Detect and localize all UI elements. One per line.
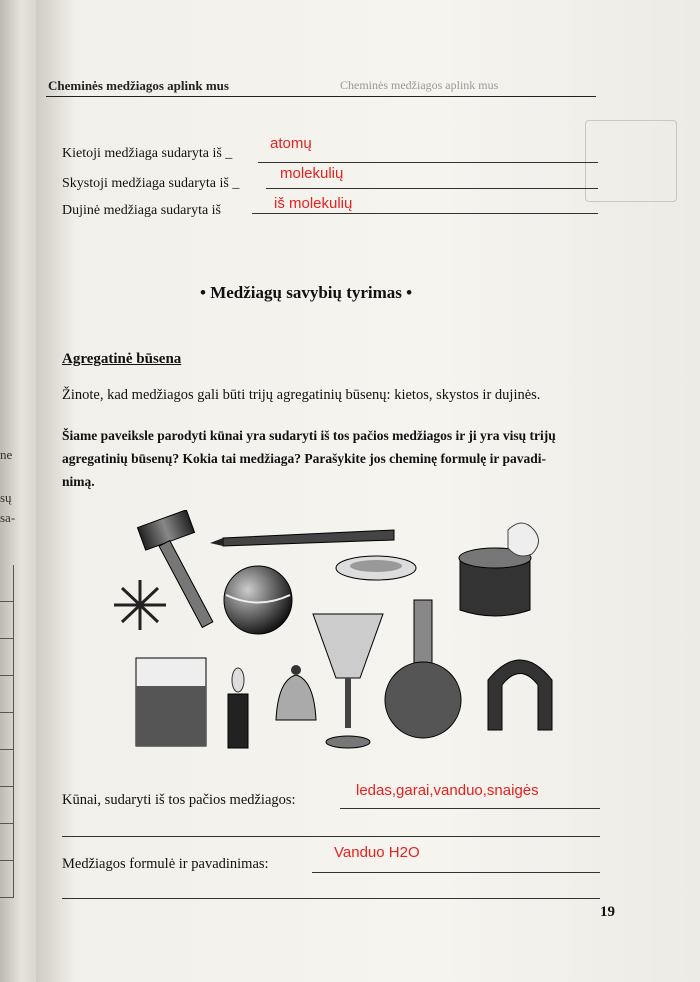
answer-formula: Vanduo H2O — [334, 844, 420, 861]
answer-line — [62, 836, 600, 837]
answer-liquid: molekulių — [280, 165, 344, 182]
left-page-table-lines — [0, 565, 14, 898]
answer-solid: atomų — [270, 135, 312, 152]
intro-text: Žinote, kad medžiagos gali būti trijų agregatinių būsenų: kietos, skystos ir dujinės. — [62, 387, 541, 403]
subheading: Agregatinė būsena — [62, 351, 182, 367]
answer-gas: iš molekulių — [274, 195, 353, 212]
answer-label-bodies: Kūnai, sudaryti iš tos pačios medžiagos: — [62, 792, 296, 808]
answer-line — [252, 213, 598, 214]
question-line: Šiame paveiksle parodyti kūnai yra sudaryti iš tos pačios medžiagos ir ji yra visų trijų — [62, 428, 556, 443]
magnet-icon — [488, 660, 552, 730]
water-states-illustration — [108, 510, 568, 755]
hammer-icon — [137, 510, 212, 627]
answer-line — [312, 872, 600, 873]
snowflake-icon — [114, 580, 166, 630]
glass-icon — [136, 658, 206, 746]
bleed-through-frame — [585, 120, 677, 202]
answer-line — [340, 808, 600, 809]
section-title: • Medžiagų savybių tyrimas • — [200, 283, 413, 302]
goblet-icon — [313, 614, 383, 748]
left-page-edge — [0, 0, 36, 982]
fill-row-liquid: Skystoji medžiaga sudaryta iš _ — [62, 176, 240, 191]
left-page-fragment: sų — [0, 490, 12, 505]
header-rule — [46, 96, 596, 97]
answer-line — [266, 188, 598, 189]
page-number: 19 — [600, 904, 615, 920]
answer-bodies: ledas,garai,vanduo,snaigės — [356, 782, 539, 799]
fill-row-solid: Kietoji medžiaga sudaryta iš _ — [62, 146, 233, 161]
flask-icon — [385, 600, 461, 738]
left-page-fragment: ne — [0, 447, 13, 462]
bell-icon — [276, 665, 316, 720]
fill-row-gas: Dujinė medžiaga sudaryta iš — [62, 203, 222, 218]
answer-label-formula: Medžiagos formulė ir pavadinimas: — [62, 856, 269, 872]
saucer-icon — [336, 556, 416, 580]
left-page-fragment: sa- — [0, 510, 16, 525]
answer-line — [62, 898, 600, 899]
candle-icon — [228, 668, 248, 748]
bleed-through-header: Cheminės medžiagos aplink mus — [340, 78, 499, 92]
question-line: nimą. — [62, 474, 95, 489]
page-header-title: Cheminės medžiagos aplink mus — [48, 78, 229, 93]
question-line: agregatinių būsenų? Kokia tai medžiaga? Parašykite jos cheminę formulę ir pavadi- — [62, 451, 546, 466]
answer-line — [258, 162, 598, 163]
ball-icon — [224, 566, 292, 634]
pencil-icon — [210, 530, 394, 546]
pot-icon — [459, 523, 539, 616]
